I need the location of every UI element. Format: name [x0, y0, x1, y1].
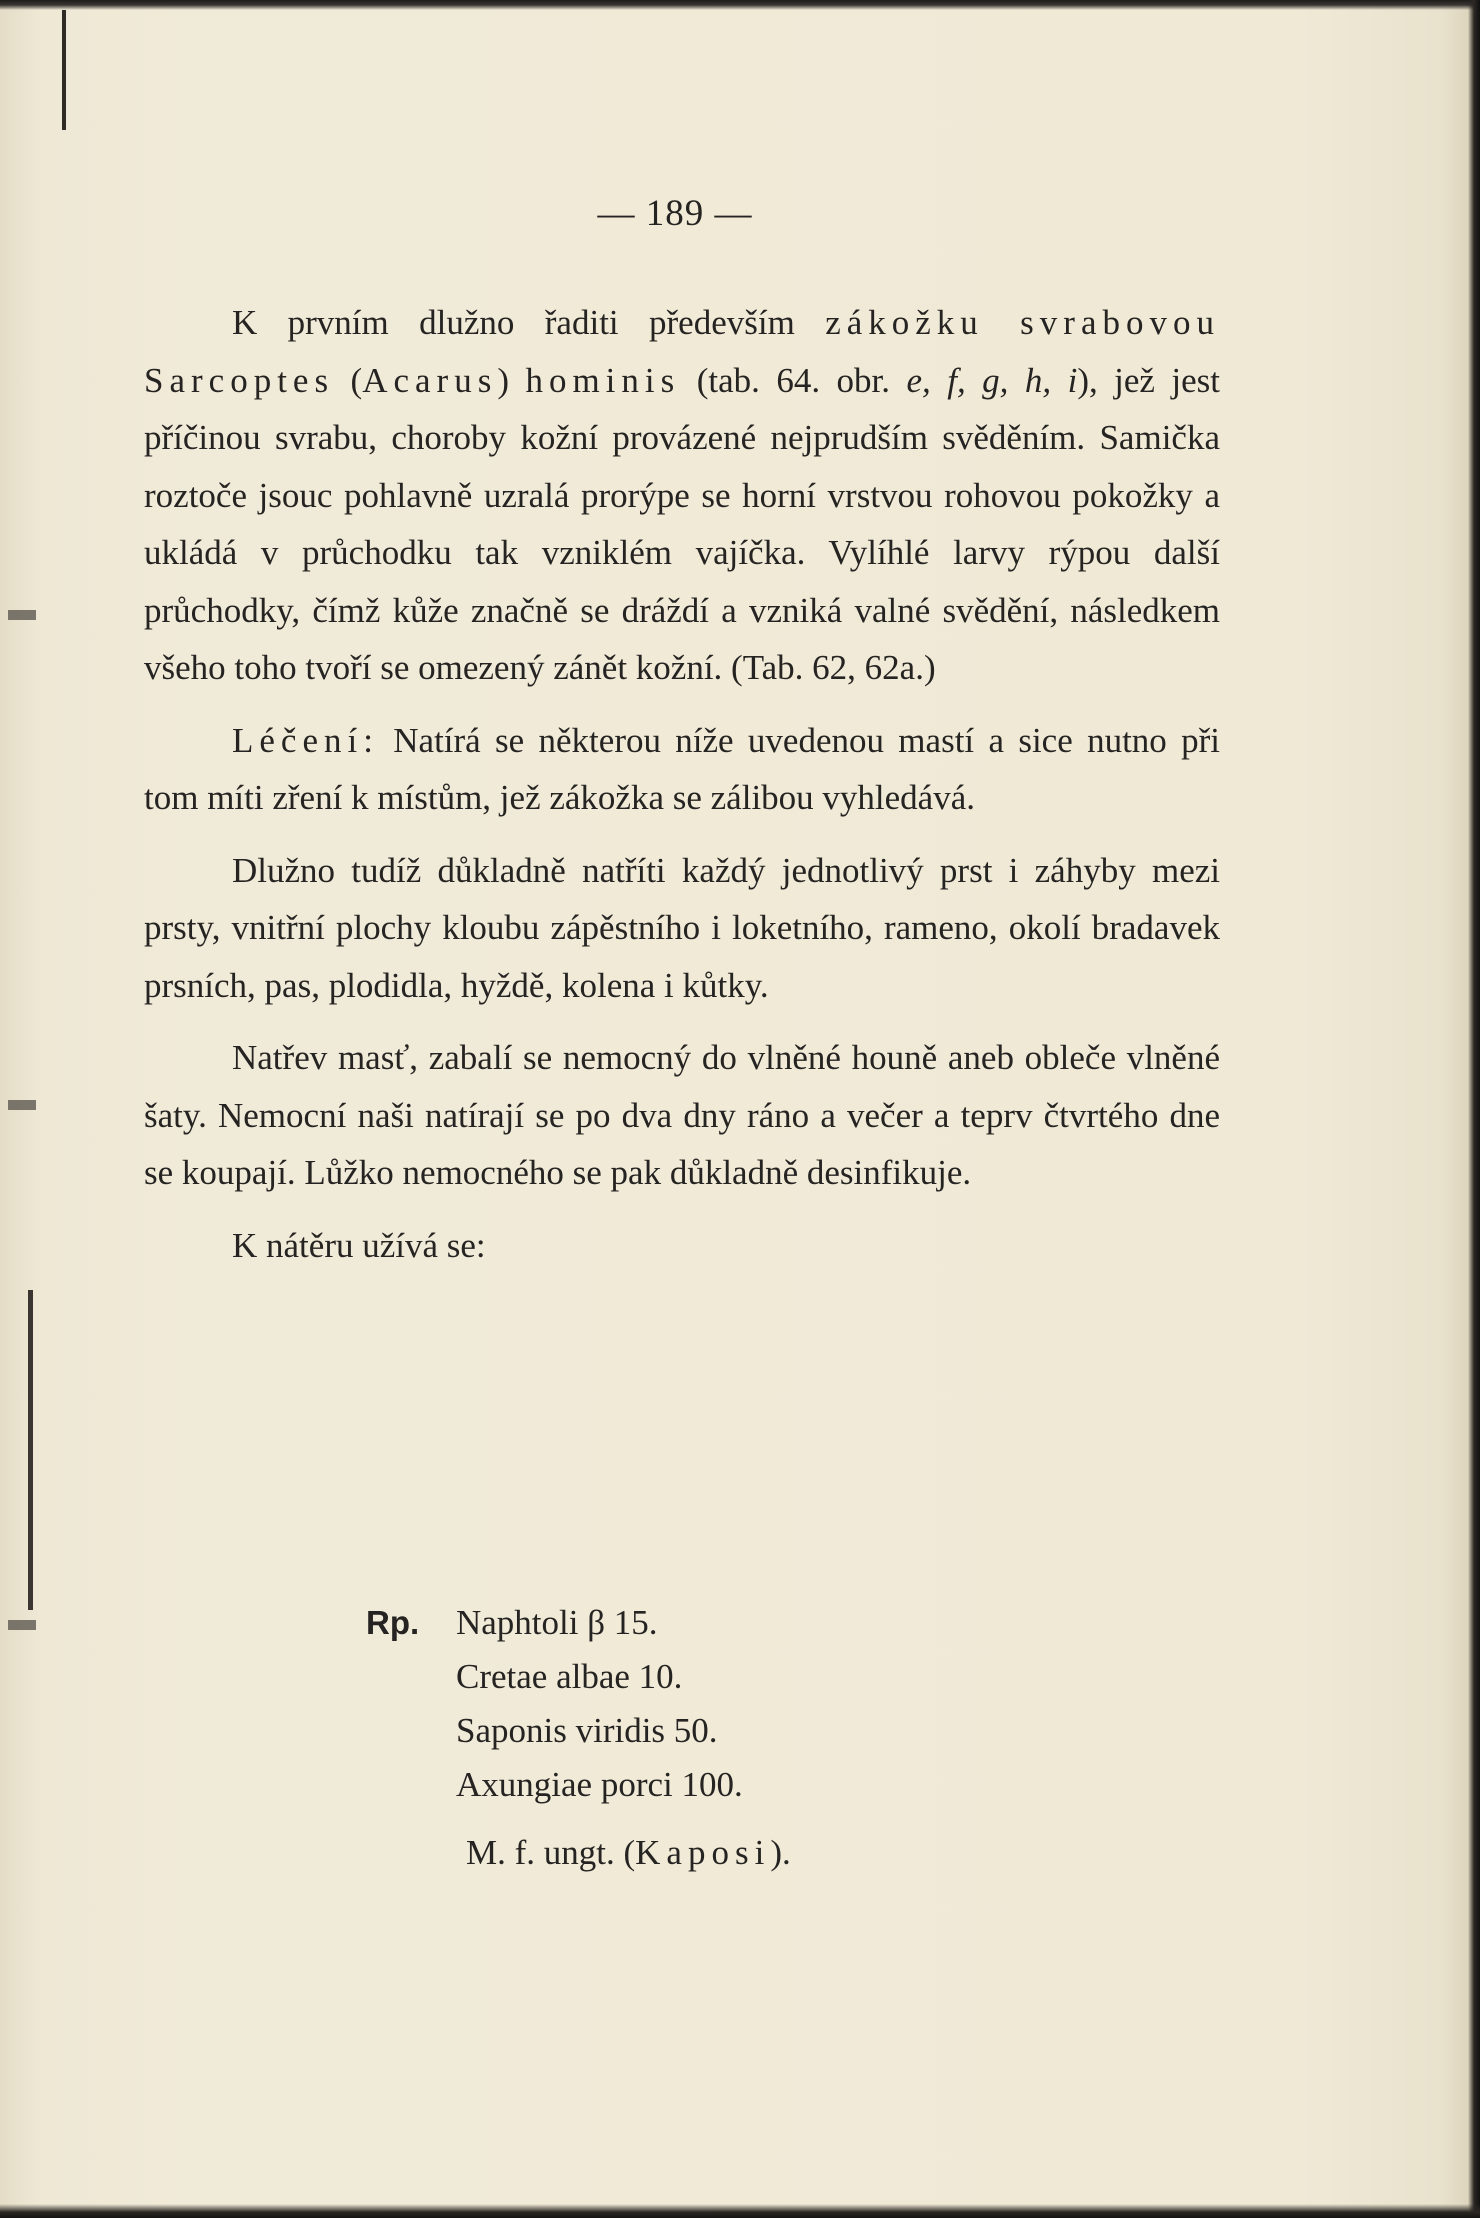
recipe-line: Saponis viridis 50. — [456, 1711, 718, 1750]
text-run: ). — [770, 1833, 791, 1872]
recipe — [366, 1596, 791, 1880]
binding-shadow — [62, 10, 66, 130]
spaced-term: Acarus — [362, 360, 498, 400]
binding-mark — [8, 610, 36, 620]
binding-mark — [8, 1620, 36, 1630]
recipe-line: Axungiae porci 100. — [456, 1765, 743, 1804]
paragraph-recipe-intro: K nátěru užívá se: — [232, 1225, 486, 1265]
spaced-term: zákožku svrabovou Sarcoptes — [144, 303, 1220, 400]
text-run: ) — [497, 360, 526, 400]
paragraph-scabies-mite — [144, 294, 1220, 697]
text-run: ( — [334, 360, 363, 400]
text-run: ), jež jest příčinou svrabu, choroby kožní provázené nejprudším svěděním. Samička roztoče jsouc pohlavně uzralá prorýpe se horní vrstvou rohovou pokožky a ukládá v průchodku tak vzniklém vajíčka. Vylíhlé larvy rýpou další průchodky, čímž kůže značně se dráždí a vzniká valné svědění, následkem všeho toho tvoří se omezený zánět kožní. (Tab. 62, 62a.) — [144, 360, 1221, 687]
author-name: Kaposi — [635, 1833, 771, 1872]
scan-bottom-edge — [0, 2204, 1480, 2218]
page-number: — 189 — — [597, 193, 753, 234]
text-run: K prvním dlužno řaditi především — [232, 303, 826, 342]
paragraph-treatment — [144, 712, 1220, 827]
binding-mark — [8, 1100, 36, 1110]
scan-top-edge — [0, 0, 1480, 10]
recipe-ingredient: Naphtoli β 15. — [456, 1603, 658, 1642]
paragraph-procedure: Natřev masť, zabalí se nemocný do vlněné houně aneb obleče vlněné šaty. Nemocní naši natírají se po dva dny ráno a večer a teprv čtvrtého dne se koupají. Lůžko nemocného se pak důkladně desinfikuje. — [144, 1038, 1220, 1192]
binding-shadow-lower — [28, 1290, 33, 1610]
text-run: (tab. 64. obr. — [680, 360, 907, 400]
recipe-label: Rp. — [366, 1604, 420, 1641]
treatment-label: Léčení: — [232, 720, 379, 760]
paragraph-application-areas: Dlužno tudíž důkladně natříti každý jednotlivý prst i záhyby mezi prsty, vnitřní plochy kloubu zápěstního i loketního, rameno, okolí bradavek prsních, pas, plodidla, hyždě, kolena i kůtky. — [144, 850, 1220, 1005]
recipe-line: Cretae albae 10. — [456, 1657, 683, 1696]
recipe-footer — [366, 1826, 791, 1880]
figure-letters: e, f, g, h, i — [906, 360, 1078, 400]
recipe-line — [366, 1596, 791, 1650]
text-run: M. f. ungt. ( — [466, 1833, 636, 1872]
body-text — [144, 294, 1220, 1274]
text-run: Natírá se některou níže uvedenou mastí a sice nutno při tom míti zření k místům, jež zákožka se zálibou vyhledává. — [144, 720, 1220, 817]
spaced-term: hominis — [525, 360, 681, 400]
scan-right-edge — [1468, 0, 1480, 2218]
